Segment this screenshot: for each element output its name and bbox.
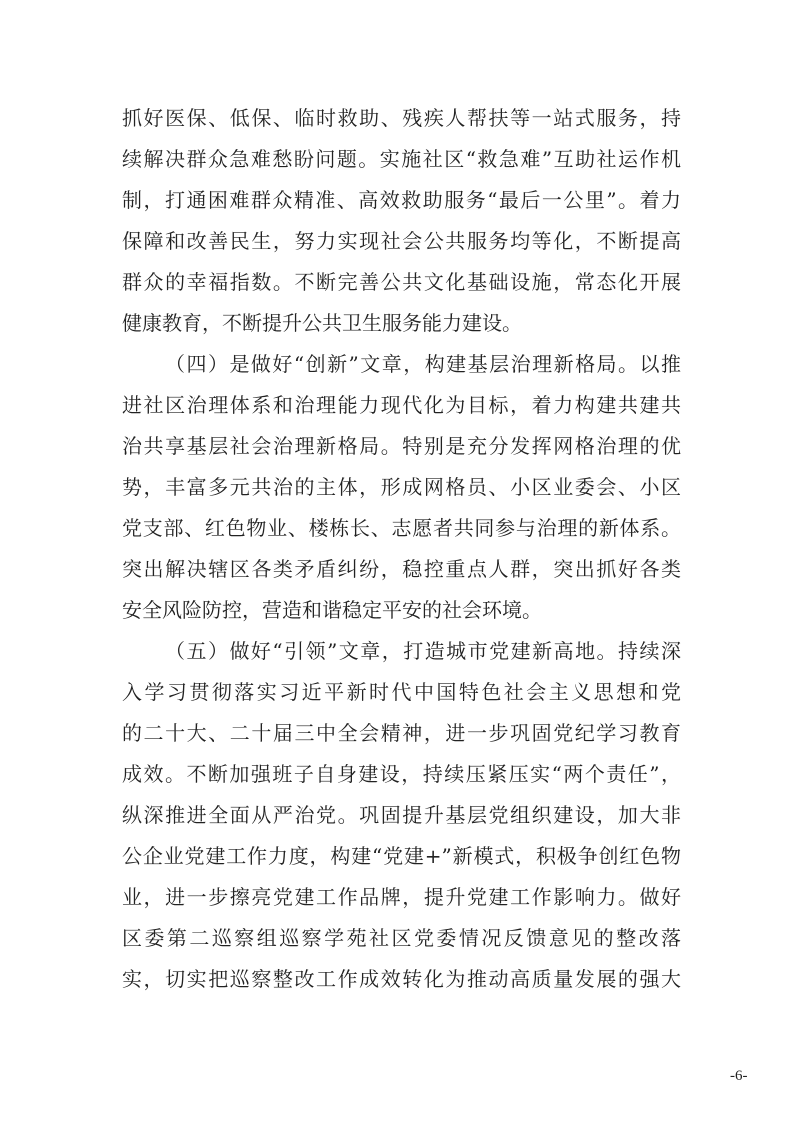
text-line: 抓好医保、低保、临时救助、残疾人帮扶等一站式服务，持 <box>122 106 681 130</box>
text-line: 党支部、红色物业、楼栋长、志愿者共同参与治理的新体系。 <box>122 516 681 540</box>
page-number: -6- <box>730 1068 748 1084</box>
text-line: 实，切实把巡察整改工作成效转化为推动高质量发展的强大 <box>122 967 681 991</box>
text-line: 健康教育，不断提升公共卫生服务能力建设。 <box>122 311 522 335</box>
document-body <box>122 98 681 1000</box>
paragraph-innovation <box>122 344 681 631</box>
paragraph-services <box>122 98 681 344</box>
text-line: （四）是做好“创新”文章，构建基层治理新格局。以推 <box>165 352 681 376</box>
paragraph-leadership <box>122 631 681 1000</box>
text-line: 纵深推进全面从严治党。巩固提升基层党组织建设，加大非 <box>122 803 681 827</box>
text-line: 成效。不断加强班子自身建设，持续压紧压实“两个责任”， <box>122 762 681 786</box>
text-line: 安全风险防控，营造和谐稳定平安的社会环境。 <box>122 598 542 622</box>
text-line: 突出解决辖区各类矛盾纠纷，稳控重点人群，突出抓好各类 <box>122 557 681 581</box>
text-line: 进社区治理体系和治理能力现代化为目标，着力构建共建共 <box>122 393 681 417</box>
text-line: 公企业党建工作力度，构建“党建+”新模式，积极争创红色物 <box>122 844 681 868</box>
text-line: 区委第二巡察组巡察学苑社区党委情况反馈意见的整改落 <box>122 926 681 950</box>
text-line: 群众的幸福指数。不断完善公共文化基础设施，常态化开展 <box>122 270 681 294</box>
text-line: 势，丰富多元共治的主体，形成网格员、小区业委会、小区 <box>122 475 681 499</box>
text-line: 业，进一步擦亮党建工作品牌，提升党建工作影响力。做好 <box>122 885 681 909</box>
text-line: 入学习贯彻落实习近平新时代中国特色社会主义思想和党 <box>122 680 681 704</box>
text-line: 制，打通困难群众精准、高效救助服务“最后一公里”。着力 <box>122 188 681 212</box>
text-line: 治共享基层社会治理新格局。特别是充分发挥网格治理的优 <box>122 434 681 458</box>
text-line: 续解决群众急难愁盼问题。实施社区“救急难”互助社运作机 <box>122 147 681 171</box>
text-line: 的二十大、二十届三中全会精神，进一步巩固党纪学习教育 <box>122 721 681 745</box>
text-line: （五）做好“引领”文章，打造城市党建新高地。持续深 <box>165 639 681 663</box>
text-line: 保障和改善民生，努力实现社会公共服务均等化，不断提高 <box>122 229 681 253</box>
